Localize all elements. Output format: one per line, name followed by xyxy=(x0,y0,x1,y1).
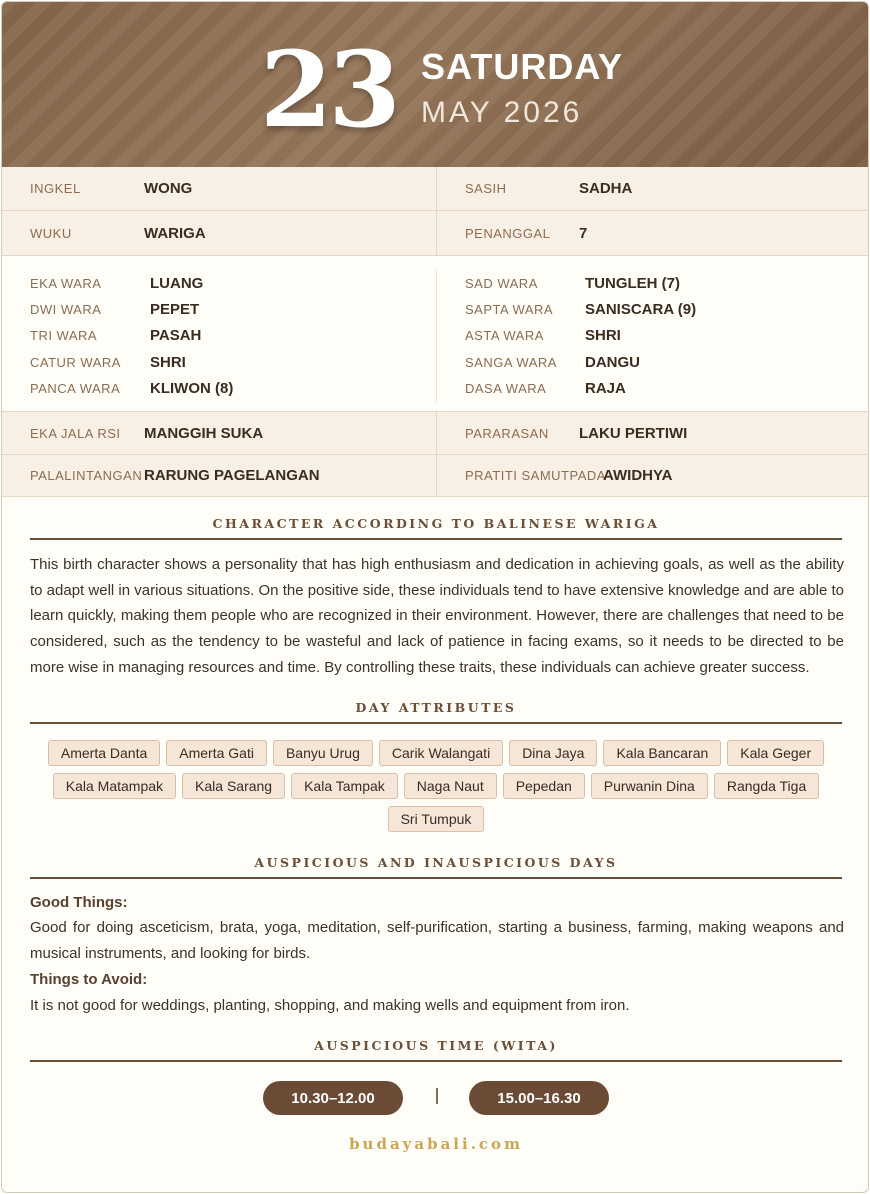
attribute-chip: Sri Tumpuk xyxy=(388,806,485,832)
wara-value: SHRI xyxy=(585,327,621,345)
info-label: EKA JALA RSI xyxy=(30,425,121,441)
info-row-wuku-penanggal xyxy=(2,211,869,256)
attribute-chip: Carik Walangati xyxy=(379,740,503,766)
day-number: 23 xyxy=(260,28,397,151)
info-label: PRATITI SAMUTPADA xyxy=(465,468,606,483)
info-row-ingkel-sasih xyxy=(2,167,869,211)
wara-row xyxy=(2,323,436,349)
info-row-ekajala-pararasan xyxy=(2,412,869,455)
info-value: MANGGIH SUKA xyxy=(144,424,264,442)
site-footer: budayabali.com xyxy=(349,1135,523,1153)
wara-label: SAD WARA xyxy=(465,275,538,291)
attribute-chip: Kala Tampak xyxy=(291,773,398,799)
wara-value: KLIWON (8) xyxy=(150,380,234,398)
attribute-chip: Kala Bancaran xyxy=(603,740,721,766)
time-section-title: AUSPICIOUS TIME (WITA) xyxy=(30,1038,842,1062)
info-cell-wuku xyxy=(2,211,436,255)
wara-row xyxy=(437,376,869,402)
attribute-chip: Naga Naut xyxy=(404,773,497,799)
weekday: SATURDAY xyxy=(421,46,624,87)
attributes-section-title: DAY ATTRIBUTES xyxy=(30,700,842,724)
wara-value: TUNGLEH (7) xyxy=(585,274,680,292)
time-slot-pill: 15.00–16.30 xyxy=(469,1081,609,1115)
info-value: WARIGA xyxy=(144,224,206,242)
info-value: SADHA xyxy=(579,180,633,197)
wara-label: TRI WARA xyxy=(30,328,98,344)
info-label: SASIH xyxy=(465,181,507,196)
character-section-title: CHARACTER ACCORDING TO BALINESE WARIGA xyxy=(30,516,842,540)
info-cell-ingkel xyxy=(2,167,436,210)
wara-row xyxy=(437,270,869,296)
calendar-card xyxy=(1,1,869,1193)
attribute-chip: Pepedan xyxy=(503,773,585,799)
wara-value: SHRI xyxy=(150,353,186,371)
info-label: PARARASAN xyxy=(465,425,549,441)
wara-label: ASTA WARA xyxy=(465,328,544,344)
info-label: PALALINTANGAN xyxy=(30,468,143,483)
info-label: INGKEL xyxy=(30,181,81,196)
wara-row xyxy=(2,296,436,322)
attribute-chip: Dina Jaya xyxy=(509,740,597,766)
info-label: PENANGGAL xyxy=(465,225,551,241)
info-cell-palalintangan xyxy=(2,455,436,496)
wara-label: CATUR WARA xyxy=(30,354,121,370)
wara-label: SANGA WARA xyxy=(465,354,557,370)
attribute-chip: Banyu Urug xyxy=(273,740,373,766)
wara-label: SAPTA WARA xyxy=(465,302,554,318)
avoid-text: It is not good for weddings, planting, shopping, and making wells and equipment from iron. xyxy=(30,997,630,1014)
attribute-chip: Rangda Tiga xyxy=(714,773,819,799)
wara-value: PASAH xyxy=(150,327,202,345)
avoid-heading: Things to Avoid: xyxy=(30,971,148,988)
info-cell-sasih xyxy=(436,167,869,210)
wara-row xyxy=(2,376,436,402)
wara-row xyxy=(2,270,436,296)
attribute-chips xyxy=(30,740,842,832)
wara-value: DANGU xyxy=(585,353,640,371)
attribute-chip: Kala Sarang xyxy=(182,773,285,799)
date-header xyxy=(2,2,869,167)
wara-row xyxy=(2,349,436,375)
wara-column-right xyxy=(436,270,869,402)
attribute-chip: Amerta Danta xyxy=(48,740,160,766)
wara-column-left xyxy=(2,270,436,402)
info-cell-eka-jala-rsi xyxy=(2,412,436,454)
wara-row xyxy=(437,323,869,349)
wara-value: RAJA xyxy=(585,380,626,398)
wara-value: SANISCARA (9) xyxy=(585,301,697,319)
info-cell-penanggal xyxy=(436,211,869,255)
good-things-heading: Good Things: xyxy=(30,894,128,911)
month-year: MAY 2026 xyxy=(421,96,583,129)
wara-value: PEPET xyxy=(150,301,200,319)
time-divider xyxy=(436,1088,438,1104)
info-row-palalintangan-pratiti xyxy=(2,455,869,497)
wara-row xyxy=(437,296,869,322)
info-value: LAKU PERTIWI xyxy=(579,424,688,442)
info-value: AWIDHYA xyxy=(603,467,673,484)
wara-label: EKA WARA xyxy=(30,275,102,291)
good-things-text: Good for doing asceticism, brata, yoga, meditation, self-purification, starting a business, farming, making weapons and musical instruments, and looking for birds. xyxy=(30,919,844,962)
wara-label: PANCA WARA xyxy=(30,381,121,397)
info-cell-pratiti-samutpada xyxy=(436,455,869,496)
wara-label: DASA WARA xyxy=(465,381,547,397)
days-section-title: AUSPICIOUS AND INAUSPICIOUS DAYS xyxy=(30,855,842,879)
time-slot-pill: 10.30–12.00 xyxy=(263,1081,403,1115)
wara-row xyxy=(437,349,869,375)
wara-table xyxy=(2,256,869,412)
attribute-chip: Kala Matampak xyxy=(53,773,176,799)
info-value: RARUNG PAGELANGAN xyxy=(144,467,320,484)
wara-label: DWI WARA xyxy=(30,302,102,318)
character-text: This birth character shows a personality that has high enthusiasm and dedication in achieving goals, as well as the ability to adapt well in various situations. On the positive side, these individuals tend to have extensive knowledge and are able to learn quickly, making them people who are recognized in their environment. However, there are challenges that need to be considered, such as the tendency to be wasteful and lack of patience in facing exams, so it needs to be directed to be more wise in managing resources and time. By controlling these traits, these individuals can achieve greater success. xyxy=(30,556,844,676)
info-value: 7 xyxy=(579,224,588,242)
attribute-chip: Kala Geger xyxy=(727,740,824,766)
info-value: WONG xyxy=(144,180,193,197)
info-cell-pararasan xyxy=(436,412,869,454)
info-label: WUKU xyxy=(30,225,72,241)
attribute-chip: Amerta Gati xyxy=(166,740,267,766)
attribute-chip: Purwanin Dina xyxy=(591,773,708,799)
wara-value: LUANG xyxy=(150,274,204,292)
